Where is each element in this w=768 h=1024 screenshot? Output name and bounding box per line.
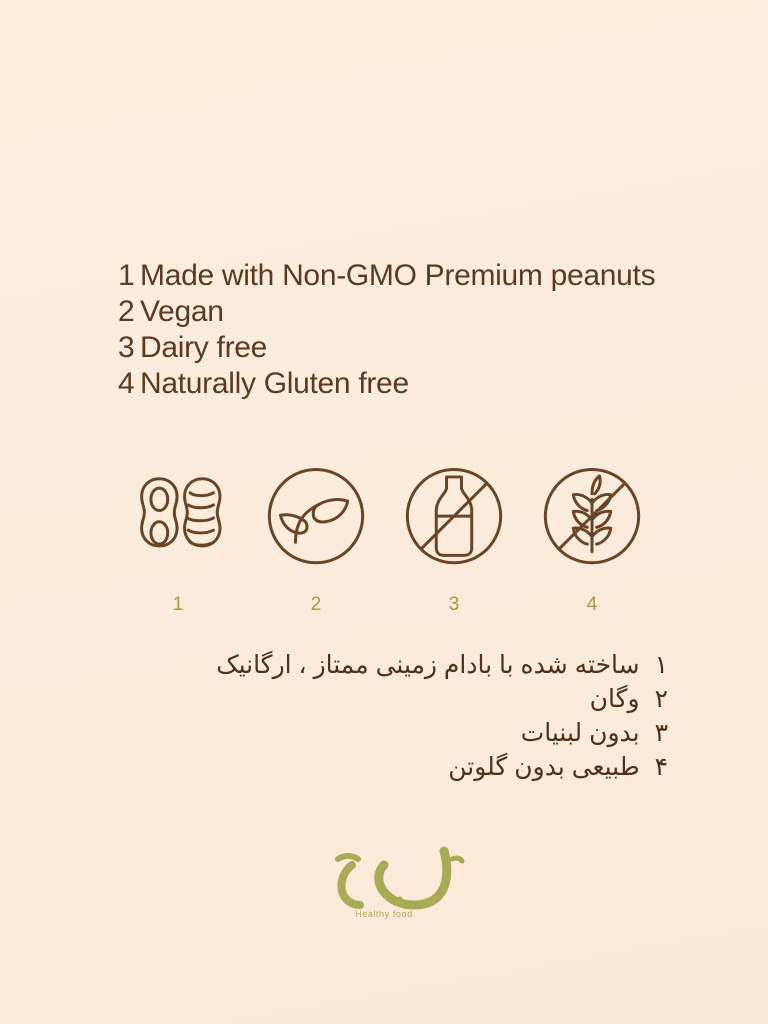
list-item-label: Naturally Gluten free <box>140 367 409 400</box>
icon-number: 3 <box>448 594 460 615</box>
icon-number: 1 <box>172 594 184 615</box>
list-item <box>118 330 678 366</box>
list-item-label: Vegan <box>140 295 224 328</box>
list-item-label: ساخته شده با بادام زمینی ممتاز ، ارگانیک <box>216 651 640 679</box>
list-item-number: ۴ <box>654 753 668 781</box>
list-item <box>88 716 668 750</box>
brand-logo <box>0 845 768 919</box>
icon-cell-gluten-free <box>532 462 652 616</box>
list-item-number: ۱ <box>654 651 668 679</box>
list-item-number: ۳ <box>654 719 668 747</box>
list-item <box>88 682 668 716</box>
list-item <box>118 258 678 294</box>
list-item-label: Made with Non-GMO Premium peanuts <box>140 259 656 292</box>
peanut-icon <box>122 462 234 574</box>
list-item <box>88 750 668 784</box>
no-wheat-gluten-icon <box>536 462 648 574</box>
list-item-number: 4 <box>118 367 135 400</box>
list-item <box>118 366 678 402</box>
list-item <box>118 294 678 330</box>
list-item-number: 2 <box>118 295 135 328</box>
list-item-label: بدون لبنیات <box>520 719 640 747</box>
list-item-number: 1 <box>118 259 135 292</box>
icon-cell-vegan <box>256 462 376 616</box>
list-item-label: طبیعی بدون گلوتن <box>448 753 640 781</box>
icon-number: 2 <box>310 594 322 615</box>
icon-cell-peanut <box>118 462 238 616</box>
icon-cell-dairy-free <box>394 462 514 616</box>
list-item <box>88 648 668 682</box>
no-milk-bottle-icon <box>398 462 510 574</box>
farsi-feature-list <box>88 648 668 784</box>
list-item-label: وگان <box>589 685 640 713</box>
icon-number: 4 <box>586 594 598 615</box>
list-item-label: Dairy free <box>140 331 268 364</box>
feature-icon-row <box>118 462 652 616</box>
list-item-number: 3 <box>118 331 135 364</box>
logo-tagline: Healthy food <box>355 909 413 919</box>
plant-sprout-icon <box>260 462 372 574</box>
logo-wordmark-icon <box>294 845 474 915</box>
english-feature-list <box>118 258 678 402</box>
list-item-number: ۲ <box>654 685 668 713</box>
